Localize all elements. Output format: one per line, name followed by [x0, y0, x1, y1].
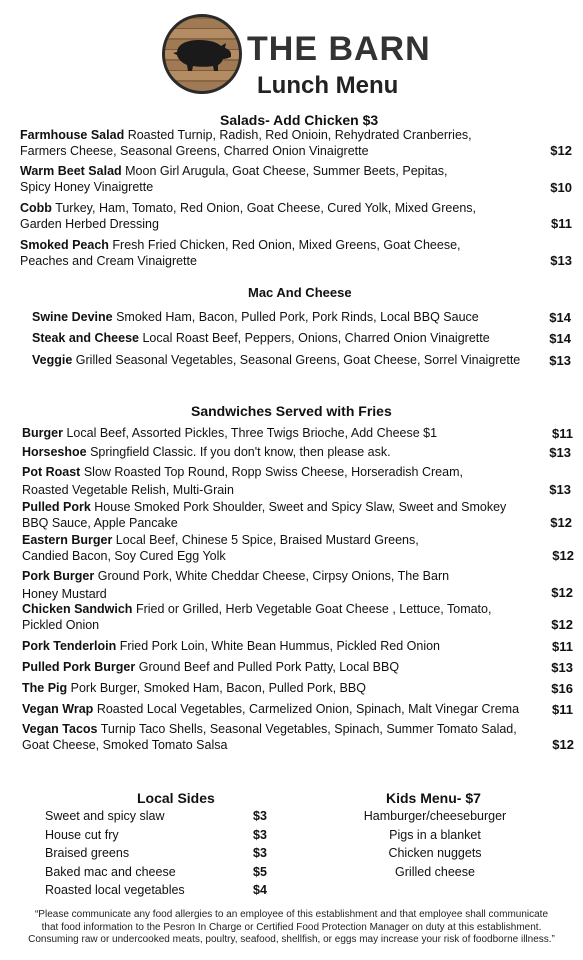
sides-title: Local Sides [137, 790, 215, 806]
menu-item: Warm Beet Salad Moon Girl Arugula, Goat Cheese, Summer Beets, Pepitas, Spicy Honey Vinaigrette [20, 164, 448, 194]
item-price: $10 [550, 180, 572, 195]
kids-item: Chicken nuggets [388, 846, 482, 860]
side-price: $3 [253, 827, 267, 842]
menu-item: Veggie Grilled Seasonal Vegetables, Seasonal Greens, Goat Cheese, Sorrel Vinaigrette [32, 353, 521, 367]
item-price: $13 [551, 660, 573, 675]
sides-prices [253, 807, 267, 900]
item-price: $11 [552, 426, 573, 441]
kids-item: Pigs in a blanket [389, 827, 481, 842]
menu-item: Cobb Turkey, Ham, Tomato, Red Onion, Goat Cheese, Cured Yolk, Mixed Greens, Garden Herbed Dressing [20, 201, 476, 231]
item-price: $12 [550, 515, 572, 530]
menu-item: Pot Roast Slow Roasted Top Round, Ropp Swiss Cheese, Horseradish Cream, Roasted Vegetable Relish, Multi-Grain [22, 465, 463, 497]
side-item: House cut fry [45, 827, 119, 842]
pig-icon [165, 17, 239, 91]
item-price: $13 [550, 253, 572, 268]
side-price: $3 [253, 846, 267, 860]
item-price: $12 [551, 617, 573, 632]
menu-item: Steak and Cheese Local Roast Beef, Peppers, Onions, Charred Onion Vinaigrette [32, 331, 490, 345]
barn-logo [162, 14, 242, 94]
menu-item: Horseshoe Springfield Classic. If you don't know, then please ask. [22, 445, 391, 459]
side-price: $5 [253, 864, 267, 879]
item-price: $12 [550, 143, 572, 158]
item-price: $13 [549, 482, 571, 497]
menu-item: Vegan Wrap Roasted Local Vegetables, Carmelized Onion, Spinach, Malt Vinegar Crema [22, 702, 520, 716]
sandwiches-title: Sandwiches Served with Fries [191, 403, 392, 419]
side-item: Roasted local vegetables [45, 883, 185, 897]
kids-list [345, 807, 525, 881]
item-price: $13 [549, 445, 571, 460]
menu-item: Pork Burger Ground Pork, White Cheddar Cheese, Cirpsy Onions, The Barn Honey Mustard [22, 569, 450, 601]
side-item: Baked mac and cheese [45, 864, 176, 879]
disclaimer-line: Consuming raw or undercooked meats, poultry, seafood, shellfish, or eggs may increase your risk of foodborne illness.” [28, 934, 555, 945]
item-price: $11 [551, 216, 572, 231]
item-price: $11 [552, 702, 573, 717]
mac-title: Mac And Cheese [248, 285, 352, 300]
side-price: $3 [253, 809, 267, 823]
menu-item: Swine Devine Smoked Ham, Bacon, Pulled Pork, Pork Rinds, Local BBQ Sauce [32, 310, 479, 324]
kids-item: Grilled cheese [395, 864, 475, 879]
menu-item: Vegan Tacos Turnip Taco Shells, Seasonal Vegetables, Spinach, Summer Tomato Salad, Goat Cheese, Smoked Tomato Salsa [22, 722, 517, 752]
item-price: $14 [549, 310, 571, 325]
item-price: $12 [551, 585, 573, 600]
menu-item: Chicken Sandwich Fried or Grilled, Herb Vegetable Goat Cheese , Lettuce, Tomato, Pickled Onion [22, 602, 492, 632]
menu-title: Lunch Menu [257, 72, 399, 99]
item-price: $13 [549, 353, 571, 368]
allergy-disclaimer [0, 909, 583, 947]
menu-item: Farmhouse Salad Roasted Turnip, Radish, Red Onioin, Rehydrated Cranberries, Farmers Cheese, Seasonal Greens, Charred Onion Vinaigrette [20, 128, 472, 158]
kids-item: Hamburger/cheeseburger [363, 809, 507, 823]
menu-item: The Pig Pork Burger, Smoked Ham, Bacon, Pulled Pork, BBQ [22, 681, 366, 695]
item-price: $14 [549, 331, 571, 346]
item-price: $11 [552, 639, 573, 654]
brand-name: THE BARN [247, 30, 431, 68]
side-price: $4 [253, 883, 267, 897]
disclaimer-line: that food information to the Pesron In Charge or Certified Food Protection Manager on duty at this establishment. [41, 921, 542, 933]
menu-item: Burger Local Beef, Assorted Pickles, Three Twigs Brioche, Add Cheese $1 [22, 426, 438, 440]
item-price: $16 [551, 681, 573, 696]
item-price: $12 [552, 737, 574, 752]
item-price: $12 [552, 548, 574, 563]
kids-title: Kids Menu- $7 [386, 790, 481, 806]
menu-item: Pulled Pork House Smoked Pork Shoulder, Sweet and Spicy Slaw, Sweet and Smokey BBQ Sauce, Apple Pancake [22, 500, 507, 530]
sides-list [45, 807, 185, 900]
menu-item: Pulled Pork Burger Ground Beef and Pulled Pork Patty, Local BBQ [22, 660, 400, 674]
menu-item: Eastern Burger Local Beef, Chinese 5 Spice, Braised Mustard Greens, Candied Bacon, Soy Cured Egg Yolk [22, 533, 419, 563]
salads-title: Salads- Add Chicken $3 [220, 112, 379, 128]
side-item: Braised greens [45, 846, 130, 860]
menu-item: Smoked Peach Fresh Fried Chicken, Red Onion, Mixed Greens, Goat Cheese, Peaches and Cream Vinaigrette [20, 238, 461, 268]
menu-item: Pork Tenderloin Fried Pork Loin, White Bean Hummus, Pickled Red Onion [22, 639, 440, 653]
side-item: Sweet and spicy slaw [45, 809, 165, 823]
disclaimer-line: “Please communicate any food allergies to an employee of this establishment and that employee shall communicate [34, 909, 549, 920]
